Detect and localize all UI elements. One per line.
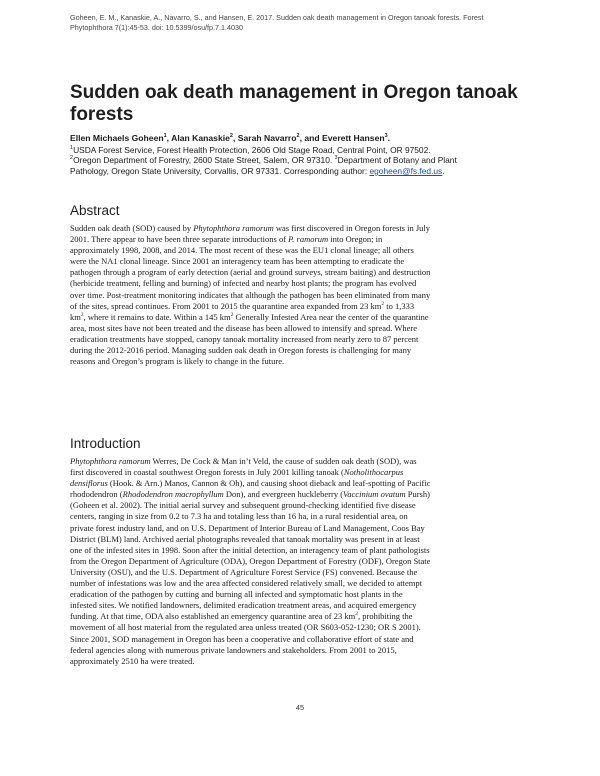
text-line: movement of all host material from the regulated area unless treated (OR S603-052-1230; OR S 2001). [70, 622, 421, 633]
author-name: Ellen Michaels Goheen [70, 133, 164, 143]
text-line: pathogen through a program of early detection (aerial and ground surveys, stream baiting) and destruction [70, 267, 431, 278]
introduction-heading: Introduction [70, 436, 141, 451]
text-line: eradication treatments have stopped, canopy tanoak mortality increased from nearly zero to 87 percent [70, 333, 419, 344]
author-name: Alan Kanaskie [171, 133, 230, 143]
text-line: first discovered in coastal southwest Oregon forests in July 2001 killing tanoak (Notholithocarpus [70, 467, 404, 478]
text-line: Phytophthora ramorum Werres, De Cock & Man in’t Veld, the cause of sudden oak death (SOD), was [70, 456, 417, 466]
affiliation-line [70, 155, 540, 165]
affil-mark: 1 [70, 145, 74, 152]
text-line: approximately 2510 ha were treated. [70, 655, 195, 666]
text-line: University (OSU), and the U.S. Department of Agriculture Forest Service (FS) convened. Because the [70, 566, 418, 577]
text-line: densiflorus (Hook. & Arn.) Manos, Cannon & Oh), and causing shoot dieback and leaf-spotting of Pacific [70, 478, 431, 489]
text-line: over time. Post-treatment monitoring indicates that although the pathogen has been eliminated from many [70, 289, 431, 300]
author-affil-mark: 2 [296, 133, 300, 140]
citation-line-1: Goheen, E. M., Kanaskie, A., Navarro, S., and Hansen, E. 2017. Sudden oak death management in Oregon tanoak forests. Forest [70, 13, 484, 22]
title-line-2: forests [70, 104, 134, 125]
text-line: centers, ranging in size from 0.2 to 7.3 ha and totaling less than 16 ha, in a rural residential area, on [70, 511, 408, 522]
text-line: number of infestations was low and the area affected considered relatively small, we decided to attempt [70, 578, 422, 589]
text-line: funding. At that time, ODA also established an emergency quarantine area of 23 $km^2$, prohibiting the [70, 611, 413, 622]
text-line: rhododendron (Rhododendron macrophyllum Don), and evergreen huckleberry (Vaccinium ovatum Pursh) [70, 489, 430, 500]
abstract-heading: Abstract [70, 203, 120, 218]
affil-text: Oregon Department of Forestry, 2600 State Street, Salem, OR 97310. [73, 155, 335, 166]
text-line: infested sites. We notified landowners, delimited eradication treatment areas, and acquired emergency [70, 600, 417, 611]
introduction-body [70, 456, 532, 667]
text-line: private forest industry land, and on U.S. Department of Interior Bureau of Land Management, Coos Bay [70, 522, 425, 533]
text-line: (Goheen et al. 2002). The initial aerial survey and subsequent ground-checking identified five disease [70, 500, 416, 511]
running-head-citation [70, 13, 540, 32]
text-line: of the sites, spread continues. From 2001 to 2015 the quarantine area expanded from 23 $km^2$ to 1,333 [70, 300, 415, 311]
author-name: Sarah Navarro [237, 133, 297, 143]
text-line: Sudden oak death (SOD) caused by Phytophthora ramorum was first discovered in Oregon forests in July [70, 223, 431, 233]
affiliation-line [70, 166, 540, 176]
text-line: from the Oregon Department of Agriculture (ODA), Oregon Department of Forestry (ODF), Oregon State [70, 555, 431, 566]
title-line-1: Sudden oak death management in Oregon tanoak [70, 82, 518, 103]
affil-mark: 3 [334, 155, 338, 162]
text-line: during the 2012-2016 period. Managing sudden oak death in Oregon forests is challenging for many [70, 345, 412, 356]
text-line: were the NA1 clonal lineage. Since 2001 an interagency team has been attempting to eradicate the [70, 256, 405, 267]
text-line: (herbicide treatment, felling and burning) of infected and nearby host plants; the program has evolved [70, 278, 417, 289]
affil-text: USDA Forest Service, Forest Health Protection, 2606 Old Stage Road, Central Point, OR 97502. [73, 145, 431, 155]
text-line: District (BLM) land. Archived aerial photographs revealed that tanoak mortality was present in at least [70, 533, 420, 544]
text-line: reasons and Oregon’s program is likely to change in the future. [70, 356, 285, 367]
author-separator: , [232, 133, 238, 143]
text-line: $km^2$, where it remains to date. Within a 145 $km^2$ Generally Infested Area near the center of the quarantine [70, 311, 429, 322]
author-separator: , and [299, 133, 323, 143]
citation-line-2: Phytophthora 7(1):45-53. doi: 10.5399/osu/fp.7.1.4030 [70, 22, 244, 32]
author-end: . [387, 133, 391, 143]
author-affil-mark: 2 [229, 133, 233, 140]
affil-mark: 2 [70, 155, 74, 162]
text-line: federal agencies along with numerous private landowners and stakeholders. From 2001 to 2015, [70, 644, 397, 655]
affil-text: . [442, 165, 445, 176]
author-affil-mark: 1 [163, 133, 167, 140]
text-line: 2001. There appear to have been three separate introductions of P. ramorum into Oregon; in [70, 234, 383, 245]
affil-text: Pathology, Oregon State University, Corvallis, OR 97331. Corresponding author: [70, 165, 370, 176]
text-line: Since 2001, SOD management in Oregon has been a cooperative and collaborative effort of state and [70, 633, 414, 644]
author-affil-mark: 3 [384, 133, 388, 140]
paper-title [70, 82, 540, 126]
text-line: approximately 1998, 2008, and 2014. The most recent of these was the EU1 clonal lineage; all others [70, 245, 414, 256]
page-number: 45 [295, 703, 305, 712]
corresponding-author-email-link[interactable]: egoheen@fs.fed.us [369, 165, 443, 176]
text-line: one of the infested sites in 1998. Soon after the initial detection, an interagency team of plant pathologists [70, 544, 430, 555]
text-line: area, most sites have not been treated and the disease has been allowed to intensify and spread. Where [70, 322, 418, 333]
affil-text: Department of Botany and Plant [337, 155, 457, 166]
affiliation-line [70, 145, 540, 155]
author-separator: , [166, 133, 172, 143]
author-name: Everett Hansen [322, 133, 385, 143]
author-list [70, 133, 540, 143]
abstract-body [70, 223, 532, 367]
affiliations [70, 145, 540, 176]
text-line: eradication of the pathogen by cutting and burning all infected and symptomatic host plants in the [70, 589, 403, 600]
